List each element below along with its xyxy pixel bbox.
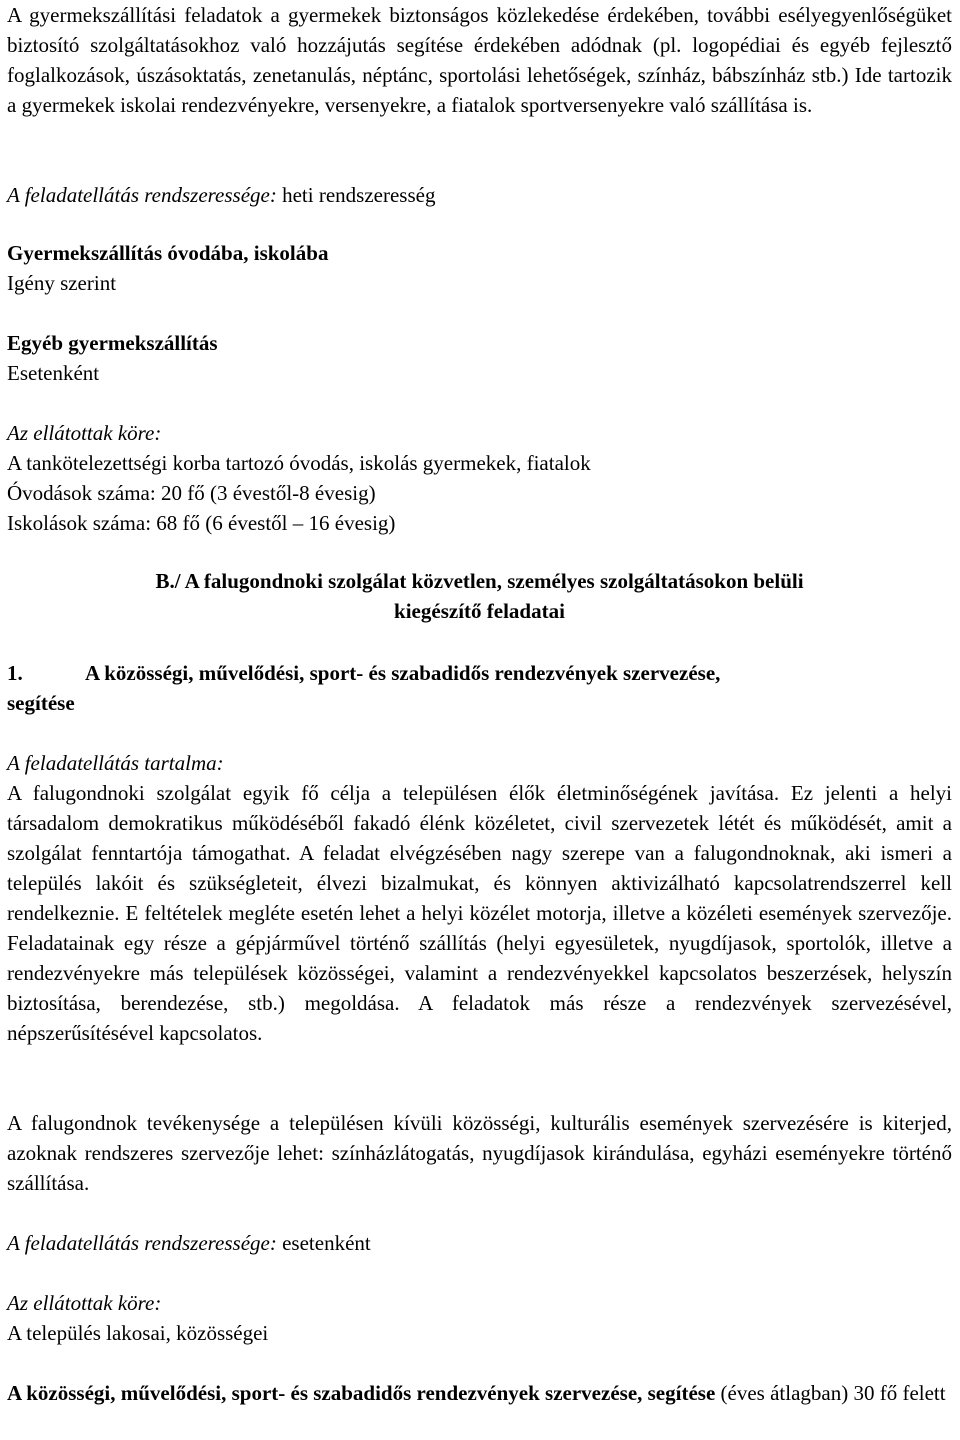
regularity-line-2	[7, 1228, 952, 1258]
served-line-2: Óvodások száma: 20 fő (3 évestől-8 évesig)	[7, 481, 376, 505]
content-paragraph-2: A falugondnok tevékenysége a településen kívüli közösségi, kulturális események szervezésére is kiterjed, azoknak rendszeres szervezője lehet: színházlátogatás, nyugdíjasok kirándulása, egyházi eseményekre történő szállítása.	[7, 1111, 952, 1195]
content-paragraph-1: A falugondnoki szolgálat egyik fő célja a településen élők életminőségének javítása. Ez jelenti a helyi társadalom demokratikus működéséből fakadó élénk közéletet, civil szervezetek létét és működését, amit a szolgálat fenntartója támogathat. A feladat elvégzésében nagy szerepe van a falugondnoknak, aki ismeri a település lakóit és szükségleteit, élvezi bizalmukat, és könnyen aktivizálható kapcsolatrendszerrel kell rendelkeznie. E feltételek megléte esetén lehet a helyi közélet motorja, illetve a közéleti események szervezője. Feladatainak egy része a gépjárművel történő szállítás (helyi egyesületek, nyugdíjasok, sportolók, illetve a rendezvényekre más települések közösségei, valamint a rendezvényekkel kapcsolatos beszerzések, helyszín biztosítása, berendezése, stb.) megoldása. A feladatok más része a rendezvények szervezésével, népszerűsítésével kapcsolatos.	[7, 781, 952, 1045]
regularity-line-1	[7, 180, 952, 210]
item-1-number: 1.	[7, 661, 23, 685]
intro-paragraph: A gyermekszállítási feladatok a gyermekek biztonságos közlekedése érdekében, további esélyegyenlőségüket biztosító szolgáltatásokhoz való hozzájutás segítése érdekében adódnak (pl. logopédiai és egyéb fejlesztő foglalkozások, úszásoktatás, zenetanulás, néptánc, sportolási lehetőségek, színház, bábszínház stb.) Ide tartozik a gyermekek iskolai rendezvényekre, versenyekre, a fiatalok sportversenyekre való szállítása is.	[7, 3, 952, 117]
final-statement-normal: (éves átlagban) 30 fő felett	[715, 1381, 946, 1405]
regularity-value-2: esetenként	[276, 1231, 371, 1255]
served-line-3: Iskolások száma: 68 fő (6 évestől – 16 évesig)	[7, 511, 396, 535]
transport-school-value: Igény szerint	[7, 271, 117, 295]
item-1-title: A közösségi, művelődési, sport- és szabadidős rendezvények szervezése,	[85, 661, 721, 685]
section-b-heading-line-2: kiegészítő feladatai	[394, 599, 565, 623]
transport-school-title: Gyermekszállítás óvodába, iskolába	[7, 241, 329, 265]
transport-other-value: Esetenként	[7, 361, 100, 385]
item-1-heading	[7, 658, 952, 688]
served-value-2: A település lakosai, közösségei	[7, 1321, 269, 1345]
regularity-value: heti rendszeresség	[276, 183, 436, 207]
transport-other-title: Egyéb gyermekszállítás	[7, 331, 218, 355]
item-1-title-cont: segítése	[7, 691, 75, 715]
regularity-label-2: A feladatellátás rendszeressége:	[7, 1231, 277, 1255]
served-line-1: A tankötelezettségi korba tartozó óvodás, iskolás gyermekek, fiatalok	[7, 451, 591, 475]
content-label: A feladatellátás tartalma:	[7, 751, 224, 775]
regularity-label: A feladatellátás rendszeressége:	[7, 183, 277, 207]
section-b-heading-line-1: B./ A falugondnoki szolgálat közvetlen, személyes szolgáltatásokon belüli	[155, 569, 804, 593]
served-label-1: Az ellátottak köre:	[7, 421, 162, 445]
final-statement	[7, 1378, 952, 1408]
final-statement-bold: A közösségi, művelődési, sport- és szabadidős rendezvények szervezése, segítése	[7, 1381, 716, 1405]
served-label-2: Az ellátottak köre:	[7, 1291, 162, 1315]
